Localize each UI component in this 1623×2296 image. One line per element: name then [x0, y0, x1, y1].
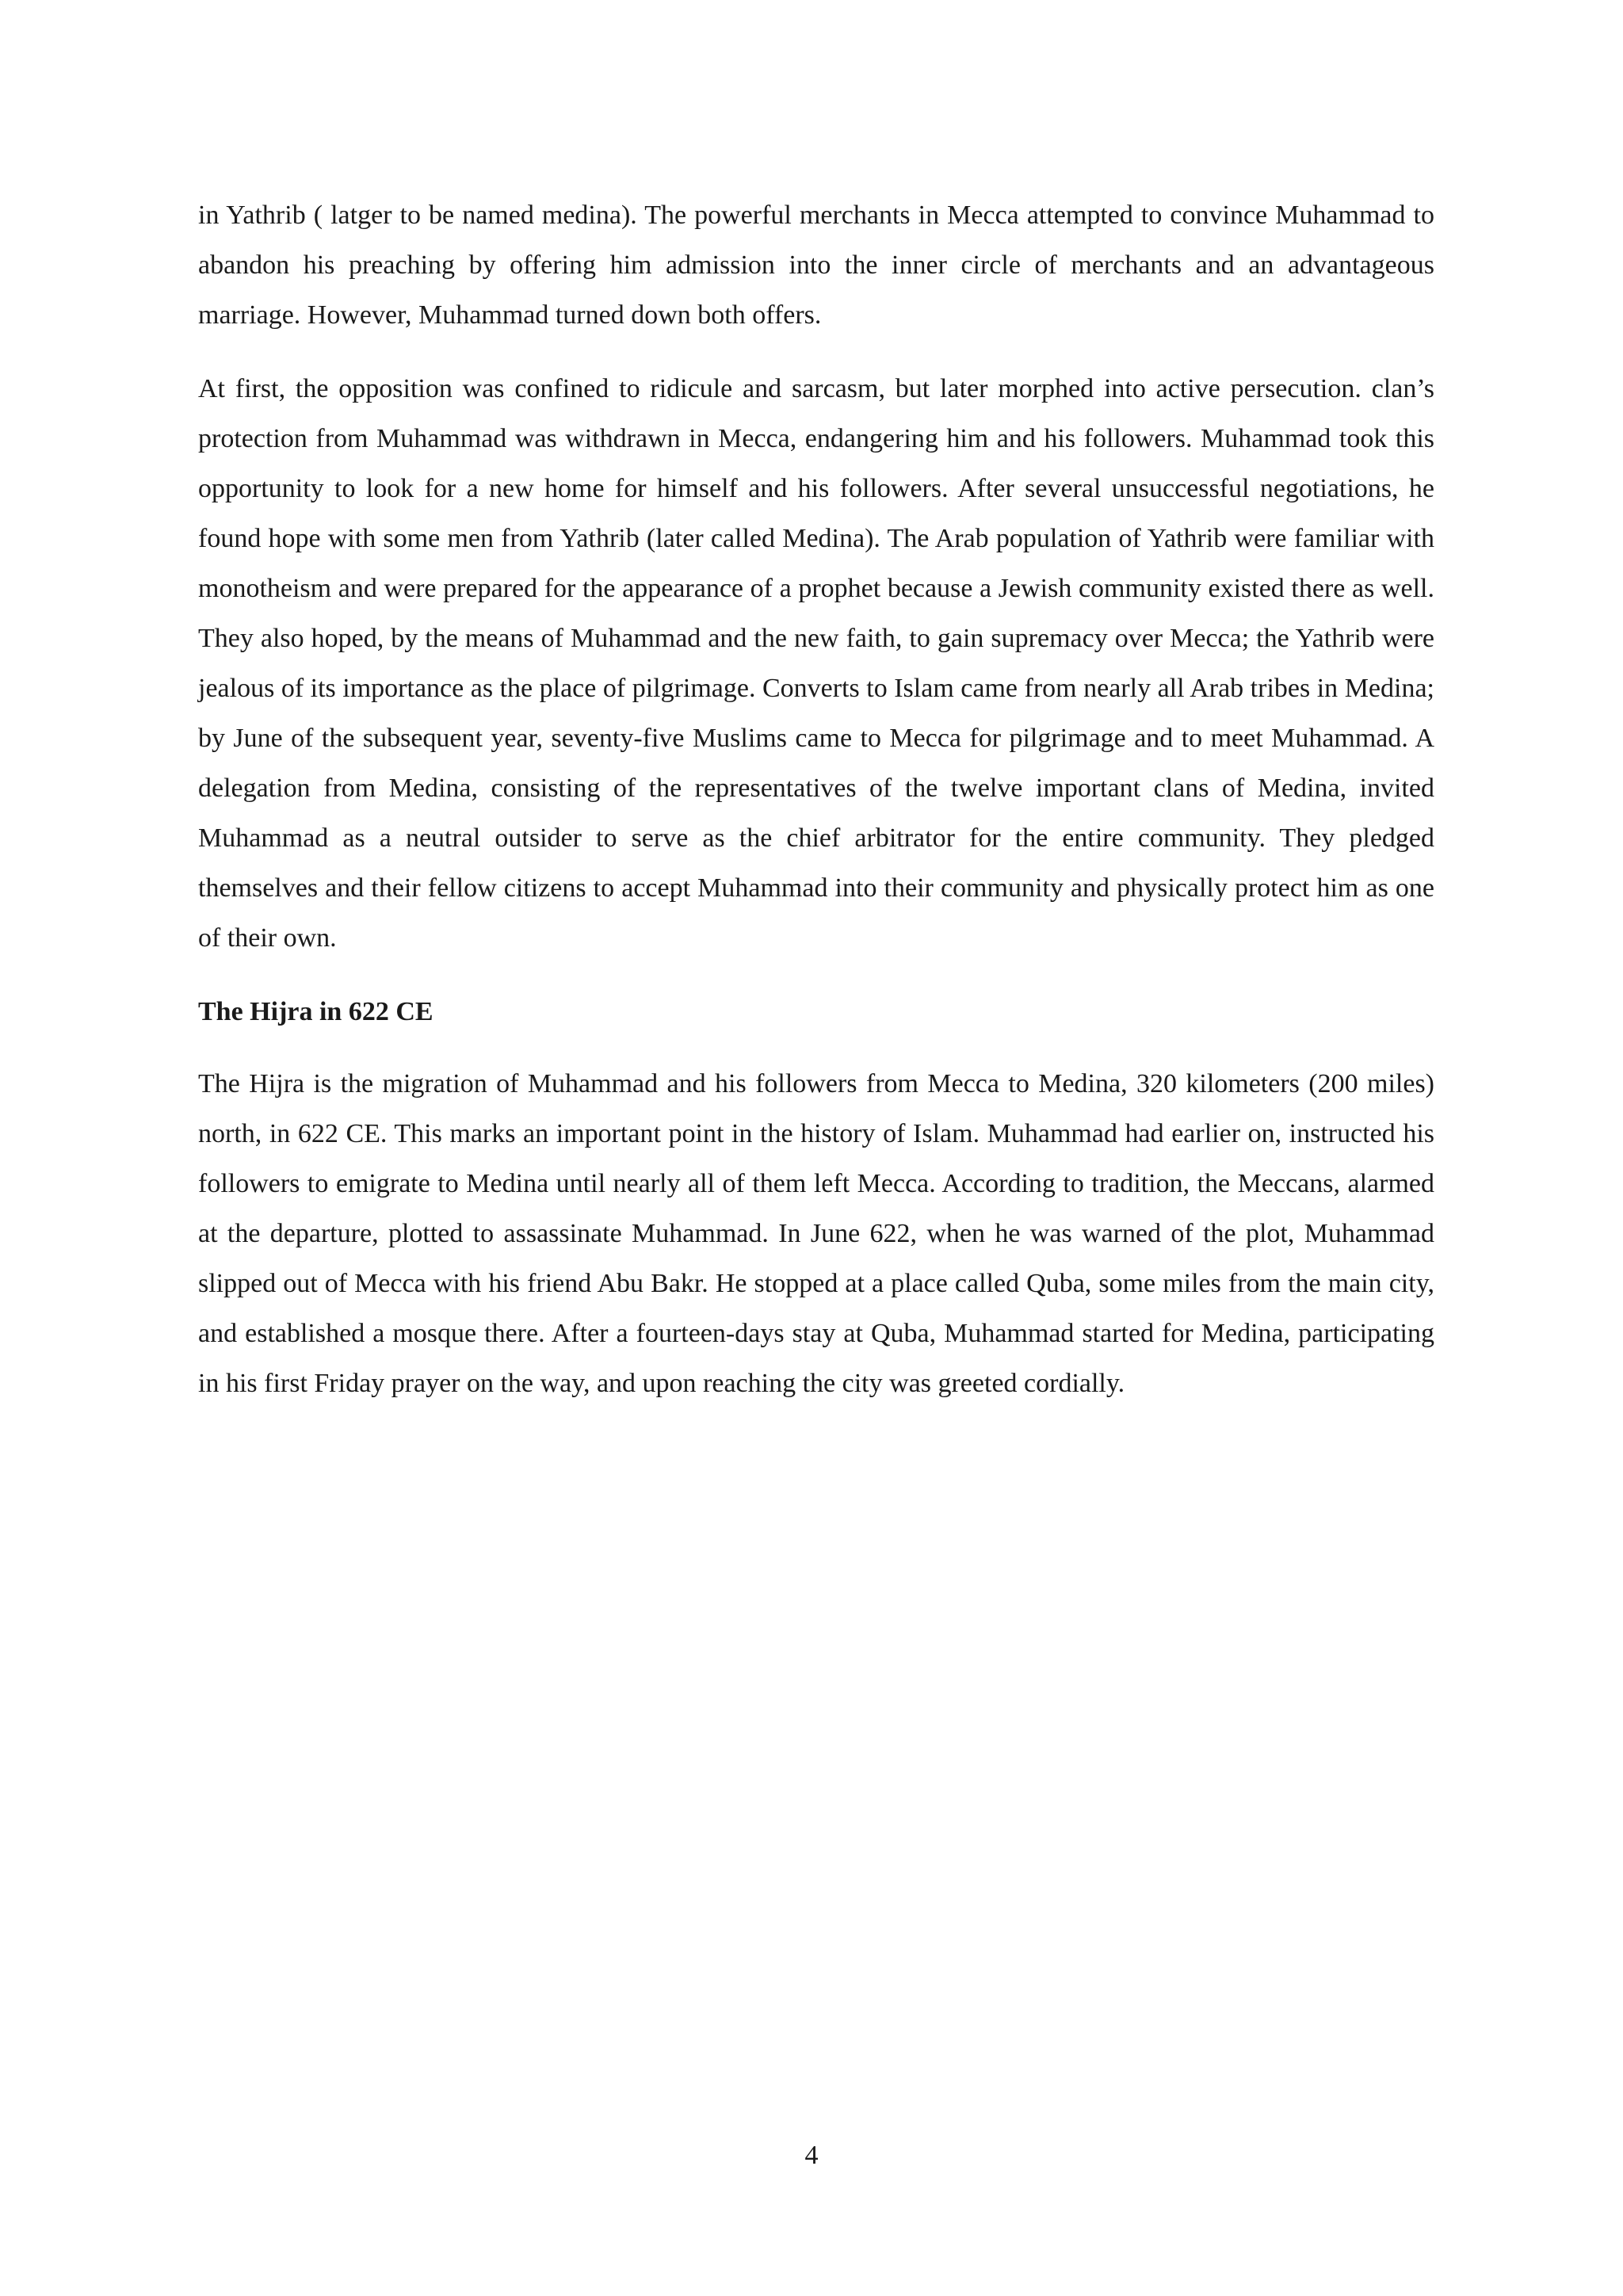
paragraph-continuation: in Yathrib ( latger to be named medina). The powerful merchants in Mecca attempted to convince Muhammad to abandon his preaching by offering him admission into the inner circle of merchants and an advantageous marriage. However, Muhammad turned down both offers. [198, 201, 1434, 330]
page-number: 4 [804, 2141, 819, 2170]
page-body [198, 190, 1434, 1432]
paragraph-hijra: The Hijra is the migration of Muhammad and his followers from Mecca to Medina, 320 kilometers (200 miles) north, in 622 CE. This marks an important point in the history of Islam. Muhammad had earlier on, instructed his followers to emigrate to Medina until nearly all of them left Mecca. According to tradition, the Meccans, alarmed at the departure, plotted to assassinate Muhammad. In June 622, when he was warned of the plot, Muhammad slipped out of Mecca with his friend Abu Bakr. He stopped at a place called Quba, some miles from the main city, and established a mosque there. After a fourteen-days stay at Quba, Muhammad started for Medina, participating in his first Friday prayer on the way, and upon reaching the city was greeted cordially. [198, 1069, 1434, 1398]
section-heading-hijra: The Hijra in 622 CE [198, 997, 433, 1026]
paragraph-opposition: At first, the opposition was confined to ridicule and sarcasm, but later morphed into active persecution. clan’s protection from Muhammad was withdrawn in Mecca, endangering him and his followers. Muhammad took this opportunity to look for a new home for himself and his followers. After several unsuccessful negotiations, he found hope with some men from Yathrib (later called Medina). The Arab population of Yathrib were familiar with monotheism and were prepared for the appearance of a prophet because a Jewish community existed there as well. They also hoped, by the means of Muhammad and the new faith, to gain supremacy over Mecca; the Yathrib were jealous of its importance as the place of pilgrimage. Converts to Islam came from nearly all Arab tribes in Medina; by June of the subsequent year, seventy-five Muslims came to Mecca for pilgrimage and to meet Muhammad. A delegation from Medina, consisting of the representatives of the twelve important clans of Medina, invited Muhammad as a neutral outsider to serve as the chief arbitrator for the entire community. They pledged themselves and their fellow citizens to accept Muhammad into their community and physically protect him as one of their own. [198, 374, 1434, 953]
